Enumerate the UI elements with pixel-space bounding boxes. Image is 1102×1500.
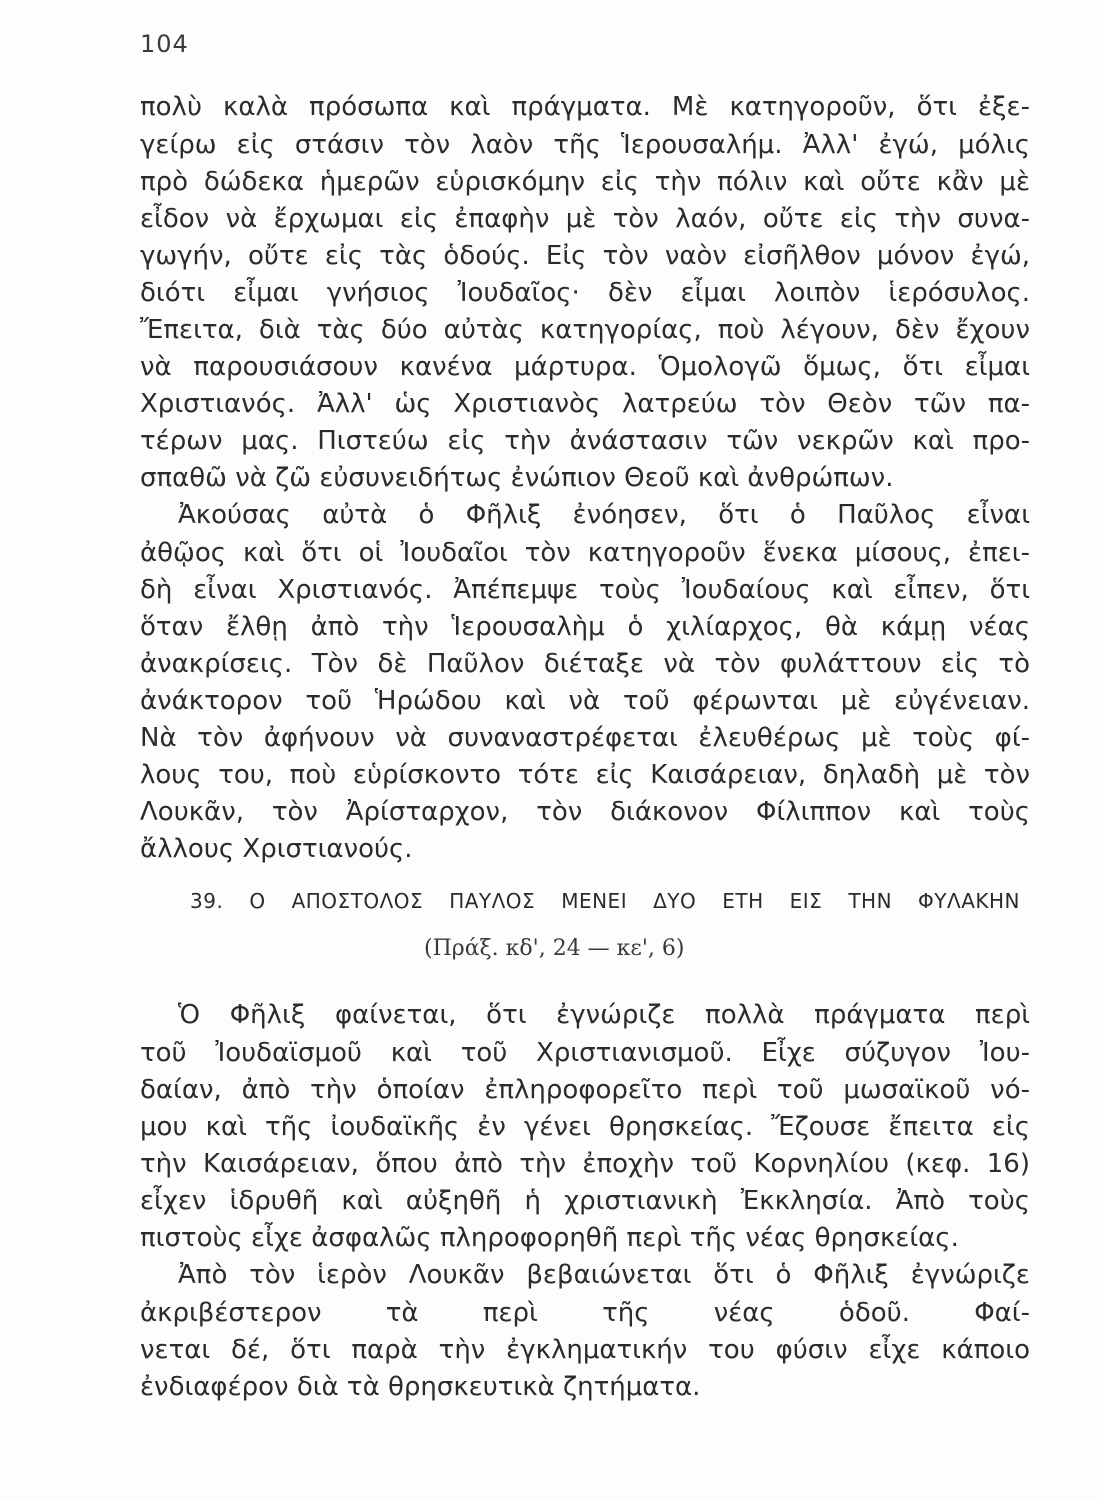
page-number: 104 bbox=[140, 30, 189, 58]
text-line: ἀκριβέστερον τὰ περὶ τῆς νέας ὁδοῦ. Φαί- bbox=[140, 1298, 1030, 1328]
text-line: εἶχεν ἱδρυθῆ καὶ αὐξηθῆ ἡ χριστιανικὴ Ἐκκλησία. Ἀπὸ τοὺς bbox=[140, 1186, 1030, 1216]
text-line: νὰ παρουσιάσουν κανένα μάρτυρα. Ὁμολογῶ ὅμως, ὅτι εἶμαι bbox=[140, 352, 1030, 382]
text-line: τοῦ Ἰουδαϊσμοῦ καὶ τοῦ Χριστιανισμοῦ. Εἶχε σύζυγον Ἰου- bbox=[140, 1038, 1030, 1068]
text-line: τὴν Καισάρειαν, ὅπου ἀπὸ τὴν ἐποχὴν τοῦ Κορνηλίου (κεφ. 16) bbox=[140, 1149, 1030, 1179]
text-line: δαίαν, ἀπὸ τὴν ὁποίαν ἐπληροφορεῖτο περὶ τοῦ μωσαϊκοῦ νό- bbox=[140, 1075, 1030, 1105]
text-line: ἀνάκτορον τοῦ Ἡρώδου καὶ νὰ τοῦ φέρωνται μὲ εὐγένειαν. bbox=[140, 686, 1030, 716]
text-line: Χριστιανός. Ἀλλ' ὡς Χριστιανὸς λατρεύω τὸν Θεὸν τῶν πα- bbox=[140, 389, 1030, 419]
text-line: Ἔπειτα, διὰ τὰς δύο αὐτὰς κατηγορίας, ποὺ λέγουν, δὲν ἔχουν bbox=[140, 315, 1030, 345]
text-line: Ὁ Φῆλιξ φαίνεται, ὅτι ἐγνώριζε πολλὰ πράγματα περὶ bbox=[178, 1000, 1030, 1030]
text-line: μου καὶ τῆς ἰουδαϊκῆς ἐν γένει θρησκείας. Ἔζουσε ἔπειτα εἰς bbox=[140, 1112, 1030, 1142]
text-line: Ἀκούσας αὐτὰ ὁ Φῆλιξ ἐνόησεν, ὅτι ὁ Παῦλος εἶναι bbox=[178, 500, 1030, 530]
text-line: Ἀπὸ τὸν ἱερὸν Λουκᾶν βεβαιώνεται ὅτι ὁ Φῆλιξ ἐγνώριζε bbox=[178, 1260, 1030, 1290]
section-heading: 39. Ο ΑΠΟΣΤΟΛΟΣ ΠΑΥΛΟΣ ΜΕΝΕΙ ΔΥΟ ΕΤΗ ΕΙΣ ΤΗΝ ΦΥΛΑΚΗΝ bbox=[190, 889, 1020, 913]
text-line: σπαθῶ νὰ ζῶ εὐσυνειδήτως ἐνώπιον Θεοῦ καὶ ἀνθρώπων. bbox=[140, 463, 894, 493]
text-line: Νὰ τὸν ἀφήνουν νὰ συναναστρέφεται ἐλευθέρως μὲ τοὺς φί- bbox=[140, 723, 1030, 753]
text-line: ὅταν ἔλθῃ ἀπὸ τὴν Ἱερουσαλὴμ ὁ χιλίαρχος, θὰ κάμῃ νέας bbox=[140, 612, 1030, 642]
text-line: διότι εἶμαι γνήσιος Ἰουδαῖος· δὲν εἶμαι λοιπὸν ἱερόσυλος. bbox=[140, 278, 1030, 308]
text-line: ἐνδιαφέρον διὰ τὰ θρησκευτικὰ ζητήματα. bbox=[140, 1372, 701, 1402]
text-line: Λουκᾶν, τὸν Ἀρίσταρχον, τὸν διάκονον Φίλιππον καὶ τοὺς bbox=[140, 797, 1030, 827]
text-line: γείρω εἰς στάσιν τὸν λαὸν τῆς Ἱερουσαλήμ. Ἀλλ' ἐγώ, μόλις bbox=[140, 130, 1030, 160]
section-reference: (Πράξ. κδ', 24 — κε', 6) bbox=[424, 936, 685, 961]
text-line: ἀθῷος καὶ ὅτι οἱ Ἰουδαῖοι τὸν κατηγοροῦν ἕνεκα μίσους, ἐπει- bbox=[140, 538, 1030, 568]
text-line: εἶδον νὰ ἔρχωμαι εἰς ἐπαφὴν μὲ τὸν λαόν, οὔτε εἰς τὴν συνα- bbox=[140, 204, 1030, 234]
text-line: πρὸ δώδεκα ἡμερῶν εὑρισκόμην εἰς τὴν πόλιν καὶ οὔτε κἂν μὲ bbox=[140, 167, 1030, 197]
text-line: γωγήν, οὔτε εἰς τὰς ὁδούς. Εἰς τὸν ναὸν εἰσῆλθον μόνον ἐγώ, bbox=[140, 241, 1030, 271]
text-line: δὴ εἶναι Χριστιανός. Ἀπέπεμψε τοὺς Ἰουδαίους καὶ εἶπεν, ὅτι bbox=[140, 575, 1030, 605]
text-line: πιστοὺς εἶχε ἀσφαλῶς πληροφορηθῆ περὶ τῆς νέας θρησκείας. bbox=[140, 1223, 959, 1253]
text-line: πολὺ καλὰ πρόσωπα καὶ πράγματα. Μὲ κατηγοροῦν, ὅτι ἐξε- bbox=[140, 92, 1030, 122]
text-line: τέρων μας. Πιστεύω εἰς τὴν ἀνάστασιν τῶν νεκρῶν καὶ προ- bbox=[140, 426, 1030, 456]
text-line: ἀνακρίσεις. Τὸν δὲ Παῦλον διέταξε νὰ τὸν φυλάττουν εἰς τὸ bbox=[140, 649, 1030, 679]
text-line: ἄλλους Χριστιανούς. bbox=[140, 834, 413, 864]
text-line: λους του, ποὺ εὑρίσκοντο τότε εἰς Καισάρειαν, δηλαδὴ μὲ τὸν bbox=[140, 760, 1030, 790]
text-line: νεται δέ, ὅτι παρὰ τὴν ἐγκληματικήν του φύσιν εἶχε κάποιο bbox=[140, 1335, 1030, 1365]
